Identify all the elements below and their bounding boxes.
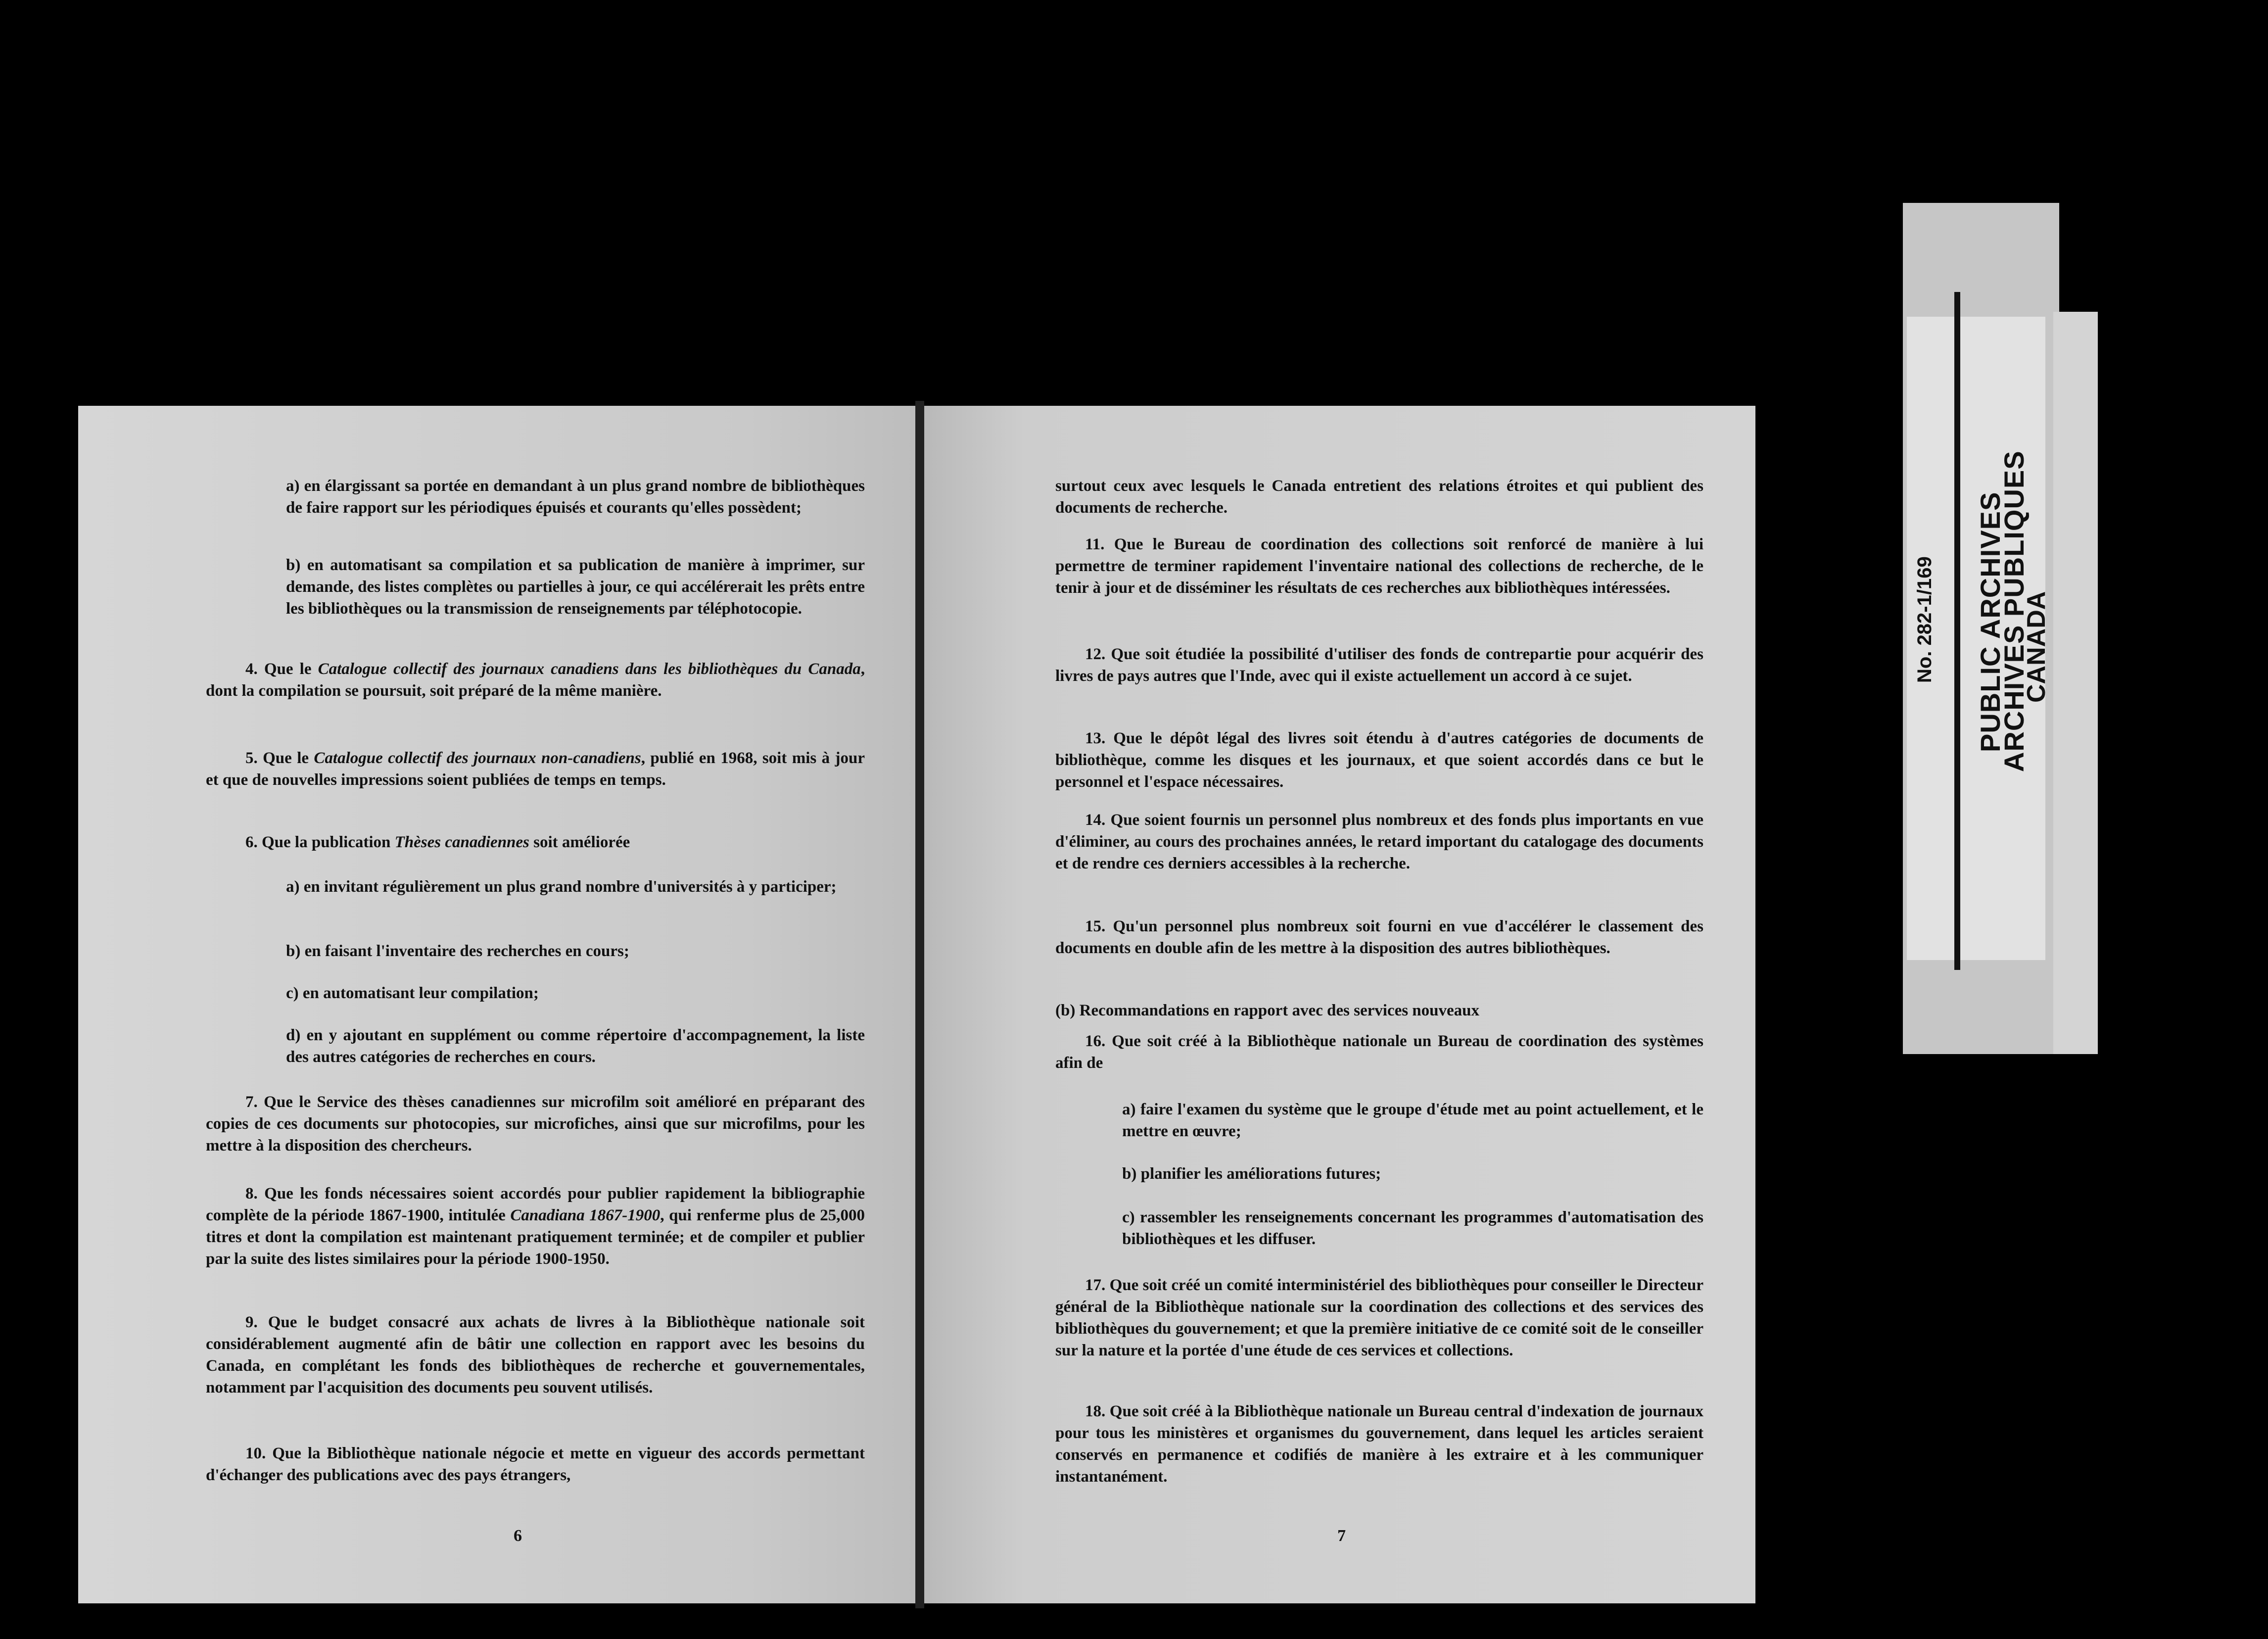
paragraph-15: 15. Qu'un personnel plus nombreux soit fourni en vue d'accélérer le classement des documents en double afin de les mettre à la disposition des autres bibliothèques. <box>1055 917 1703 957</box>
item-16a: a) faire l'examen du système que le groupe d'étude met au point actuellement, et le mettre en œuvre; <box>1122 1101 1703 1140</box>
archive-slip-strip <box>2053 312 2098 1054</box>
paragraph-10-continued: surtout ceux avec lesquels le Canada entretient des relations étroites et qui publient des documents de recherche. <box>1055 477 1703 517</box>
paragraph-11: 11. Que le Bureau de coordination des collections soit renforcé de manière à lui permettre de terminer rapidement l'inventaire national des collections de recherche, de le tenir à jour et de disséminer les résultats de ces recherches aux bibliothèques intéressées. <box>1055 535 1703 597</box>
paragraph-14: 14. Que soient fournis un personnel plus nombreux et des fonds plus importants en vue d'éliminer, au cours des prochaines années, le retard important du catalogage des documents et de rendre ces derniers accessibles à la recherche. <box>1055 811 1703 872</box>
archive-name-french: ARCHIVES PUBLIQUES <box>1998 450 2030 772</box>
item-16c: c) rassembler les renseignements concernant les programmes d'automatisation des bibliothèques et les diffuser. <box>1122 1208 1703 1248</box>
book-gutter <box>915 401 924 1608</box>
left-page <box>78 406 915 1603</box>
paragraph-9: 9. Que le budget consacré aux achats de livres à la Bibliothèque nationale soit considérablement augmenté afin de bâtir une collection en rapport avec les besoins du Canada, en complétant les fonds des bibliothèques de recherche et gouvernementales, notamment par l'acquisition des documents peu souvent utilisés. <box>206 1313 865 1397</box>
paragraph-12: 12. Que soit étudiée la possibilité d'utiliser des fonds de contrepartie pour acquérir des livres de pays autres que l'Inde, avec qui il existe actuellement un accord à ce sujet. <box>1055 645 1703 685</box>
item-16b: b) planifier les améliorations futures; <box>1122 1165 1381 1183</box>
archive-number: No. 282-1/169 <box>1914 556 1936 683</box>
paragraph-13: 13. Que le dépôt légal des livres soit étendu à d'autres catégories de documents de bibliothèque, comme les disques et les journaux, et que soient accordés dans ce but le personnel et l'espace nécessaires. <box>1055 729 1703 791</box>
archive-country: CANADA <box>2022 591 2051 703</box>
archive-slip-edge <box>1954 292 1960 970</box>
paragraph-6: 6. Que la publication Thèses canadiennes soit améliorée <box>245 833 630 851</box>
paragraph-8: 8. Que les fonds nécessaires soient accordés pour publier rapidement la bibliographie complète de la période 1867-1900, intitulée Canadiana 1867-1900, qui renferme plus de 25,000 titres et dont la compilation est maintenant pratiquement terminée; et de compiler et publier par la suite des listes similaires pour la période 1900-1950. <box>206 1185 865 1268</box>
item-6c: c) en automatisant leur compilation; <box>286 984 539 1002</box>
paragraph-17: 17. Que soit créé un comité interministériel des bibliothèques pour conseiller le Directeur général de la Bibliothèque nationale sur la coordination des collections et des services des bibliothèques du gouvernement; et que la première initiative de ce comité soit de le conseiller sur la nature et la portée d'une étude de ces services et collections. <box>1055 1276 1703 1359</box>
section-heading-b: (b) Recommandations en rapport avec des services nouveaux <box>1055 1002 1480 1019</box>
page-number-right: 7 <box>1337 1527 1346 1545</box>
item-6a: a) en invitant régulièrement un plus grand nombre d'universités à y participer; <box>286 878 837 896</box>
paragraph-7: 7. Que le Service des thèses canadiennes sur microfilm soit amélioré en préparant des copies de ces documents sur photocopies, sur microfiches, ainsi que sur microfilms, pour les mettre à la disposition des chercheurs. <box>206 1093 865 1155</box>
paragraph-4: 4. Que le Catalogue collectif des journaux canadiens dans les bibliothèques du Canada, dont la compilation se poursuit, soit préparé de la même manière. <box>206 660 865 700</box>
archive-name-english: PUBLIC ARCHIVES <box>1975 491 2006 752</box>
paragraph-10: 10. Que la Bibliothèque nationale négocie et mette en vigueur des accords permettant d'échanger des publications avec des pays étrangers, <box>206 1445 865 1484</box>
paragraph-5: 5. Que le Catalogue collectif des journaux non-canadiens, publié en 1968, soit mis à jour et que de nouvelles impressions soient publiées de temps en temps. <box>206 749 865 789</box>
item-3a: a) en élargissant sa portée en demandant à un plus grand nombre de bibliothèques de faire rapport sur les périodiques épuisés et courants qu'elles possèdent; <box>286 477 865 517</box>
item-6b: b) en faisant l'inventaire des recherches en cours; <box>286 942 629 960</box>
item-3b: b) en automatisant sa compilation et sa publication de manière à imprimer, sur demande, des listes complètes ou partielles à jour, ce qui accélérerait les prêts entre les bibliothèques ou la transmission de renseignements par téléphotocopie. <box>286 556 865 618</box>
right-page <box>924 406 1755 1603</box>
paragraph-16: 16. Que soit créé à la Bibliothèque nationale un Bureau de coordination des systèmes afin de <box>1055 1032 1703 1072</box>
page-number-left: 6 <box>514 1527 522 1545</box>
paragraph-18: 18. Que soit créé à la Bibliothèque nationale un Bureau central d'indexation de journaux pour tous les ministères et organismes du gouvernement, dans lequel les articles seraient conservés en permanence et codifiés de manière à les extraire et à les communiquer instantanément. <box>1055 1402 1703 1486</box>
item-6d: d) en y ajoutant en supplément ou comme répertoire d'accompagnement, la liste des autres catégories de recherches en cours. <box>286 1026 865 1066</box>
